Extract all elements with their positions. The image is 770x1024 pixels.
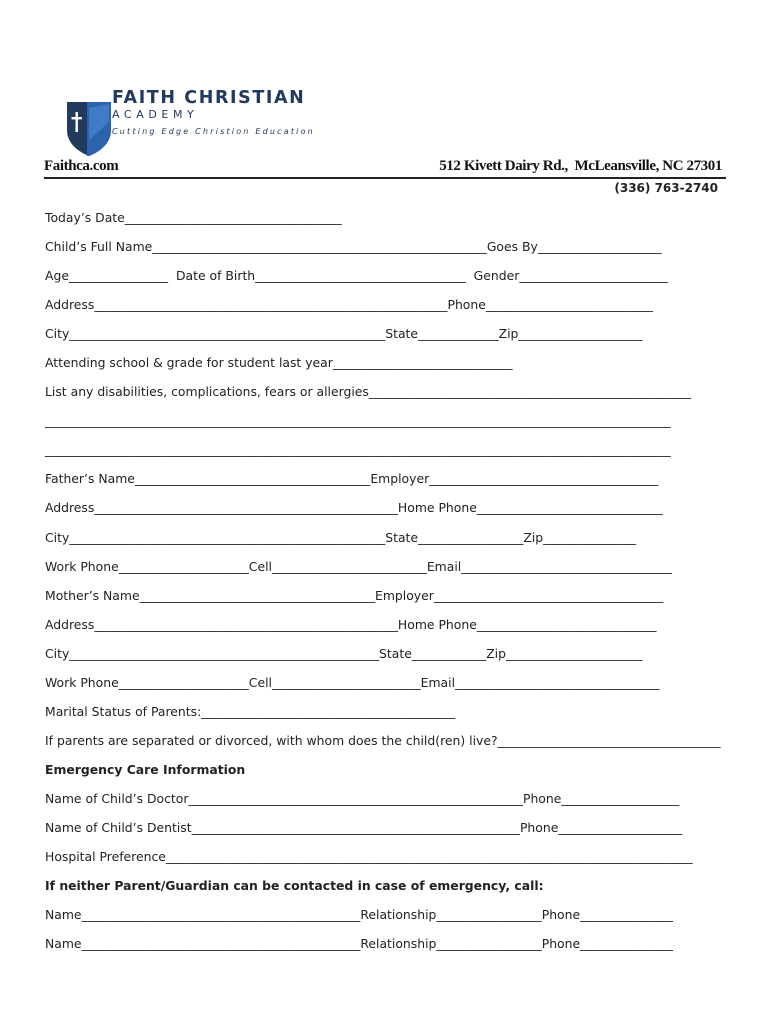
org-name: FAITH CHRISTIAN	[112, 88, 306, 108]
emergency-contact-2-field[interactable]: Name_____________________________________________Relationship_________________Phone_______________	[45, 936, 674, 951]
mother-address-field[interactable]: Address_________________________________________________Home Phone_____________________________	[45, 617, 657, 632]
father-work-field[interactable]: Work Phone_____________________Cell_________________________Email__________________________________	[45, 559, 672, 574]
shield-cross-icon	[65, 100, 113, 158]
academy-logo	[56, 82, 104, 140]
emergency-heading: Emergency Care Information	[45, 762, 246, 777]
contact-heading: If neither Parent/Guardian can be contacted in case of emergency, call:	[45, 878, 544, 893]
todays-date-field[interactable]: Today’s Date___________________________________	[45, 210, 342, 225]
org-subname: ACADEMY	[112, 108, 199, 121]
school-phone: (336) 763-2740	[614, 181, 718, 195]
marital-status-field[interactable]: Marital Status of Parents:_________________________________________	[45, 704, 456, 719]
father-name-field[interactable]: Father’s Name______________________________________Employer_____________________________________	[45, 471, 659, 486]
website: Faithca.com	[44, 158, 119, 174]
mother-name-field[interactable]: Mother’s Name______________________________________Employer_____________________________________	[45, 588, 664, 603]
disabilities-blank-line-1[interactable]: _____________________________________________________________________________________________________	[45, 413, 671, 428]
hospital-field[interactable]: Hospital Preference_____________________________________________________________________________________	[45, 849, 693, 864]
father-address-field[interactable]: Address_________________________________________________Home Phone______________________________	[45, 500, 663, 515]
mother-work-field[interactable]: Work Phone_____________________Cell________________________Email_________________________________	[45, 675, 660, 690]
custody-field[interactable]: If parents are separated or divorced, with whom does the child(ren) live?____________________________________	[45, 733, 721, 748]
father-city-field[interactable]: City___________________________________________________State_________________Zip_______________	[45, 530, 637, 545]
school-address: 512 Kivett Dairy Rd., McLeansville, NC 27301	[439, 158, 722, 174]
emergency-contact-1-field[interactable]: Name_____________________________________________Relationship_________________Phone_______________	[45, 907, 674, 922]
org-tagline: Cutting Edge Christion Education	[112, 127, 315, 136]
address-phone-field[interactable]: Address_________________________________________________________Phone___________________________	[45, 297, 654, 312]
city-state-zip-field[interactable]: City___________________________________________________State_____________Zip____________________	[45, 326, 643, 341]
child-name-field[interactable]: Child’s Full Name______________________________________________________Goes By____________________	[45, 239, 662, 254]
age-dob-gender-field[interactable]: Age________________ Date of Birth__________________________________ Gender________________________	[45, 268, 669, 283]
attending-school-field[interactable]: Attending school & grade for student last year_____________________________	[45, 355, 513, 370]
header-rule	[44, 177, 726, 179]
disabilities-blank-line-2[interactable]: _____________________________________________________________________________________________________	[45, 442, 671, 457]
mother-city-field[interactable]: City__________________________________________________State____________Zip______________________	[45, 646, 643, 661]
doctor-field[interactable]: Name of Child’s Doctor______________________________________________________Phone___________________	[45, 791, 680, 806]
disabilities-field[interactable]: List any disabilities, complications, fears or allergies____________________________________________________	[45, 384, 692, 399]
dentist-field[interactable]: Name of Child’s Dentist_____________________________________________________Phone____________________	[45, 820, 683, 835]
